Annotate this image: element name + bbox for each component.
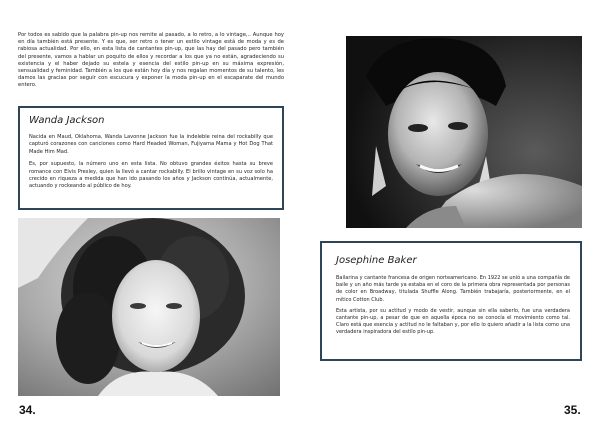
wanda-jackson-paragraph-1: Nacida en Maud, Oklahoma, Wanda Lavonne Jackson fue la indeleble reina del rockabilly que capturó corazones con canciones como Hard Headed Woman, Fujiyama Mama y Hot Dog That Made Him Mad. [29, 134, 273, 155]
josephine-baker-paragraph-1: Bailarina y cantante francesa de origen norteamericano. En 1922 se unió a una compañía de baile y un año más tarde ya estaba en el coro de la primera obra representada por personas de color en Broadway, titulada Shuffle Along. También trabajaría, posteriormente, en el mítico Cotton Club. [336, 275, 570, 303]
wanda-jackson-photo [18, 218, 280, 396]
intro-paragraph: Por todos es sabido que la palabra pin-up nos remite al pasado, a lo retro, a lo vintage,.. Aunque hoy en día también está presente. Y es que, ser retro o tener un estilo vintage está de moda y es de rabiosa actualidad. Por ello, en esta lista de cantantes pin-up, que las hay del pasado pero también del presente, vamos a hablar un poquito de ellos y recordar a los que ya no están, agradeciendo su existencia y el haber dejado su estela y esencia del estilo pin-up en su máxima expresión, sensualidad y feminidad. También a los que están hoy día y nos regalan momentos de su talento, les damos las gracias por seguir con escucura y exponer la moda pin-up en el escaparate del mundo entero. [18, 32, 284, 89]
josephine-baker-box [320, 241, 582, 361]
page-number-left: 34. [19, 403, 36, 417]
wanda-jackson-box [18, 106, 284, 210]
josephine-baker-title: Josephine Baker [336, 255, 417, 266]
josephine-baker-paragraph-2: Esta artista, por su actitud y modo de vestir, aunque sin ella saberlo, fue una verdadera cantante pin-up, a pesar de que en aquella época no se conocía el movimiento como tal. Claro está que esencia y actitud no le faltaban y, por ello lo quiero añadir a la lista como una verdadera inspiradora del estilo pin-up. [336, 307, 570, 336]
josephine-baker-photo [346, 36, 582, 228]
wanda-jackson-paragraph-2: Es, por supuesto, la número uno en esta lista. No obtuvo grandes éxitos hasta su breve romance con Elvis Presley, quien la llevó a cantar rockabilly. El brillo vintage en su voz solo ha crecido en riqueza a medida que han ido pasando los años y Jackson continúa, actualmente, actuando y rockeando al público de hoy. [29, 161, 273, 190]
page-number-right: 35. [564, 403, 581, 417]
wanda-jackson-title: Wanda Jackson [29, 115, 105, 126]
